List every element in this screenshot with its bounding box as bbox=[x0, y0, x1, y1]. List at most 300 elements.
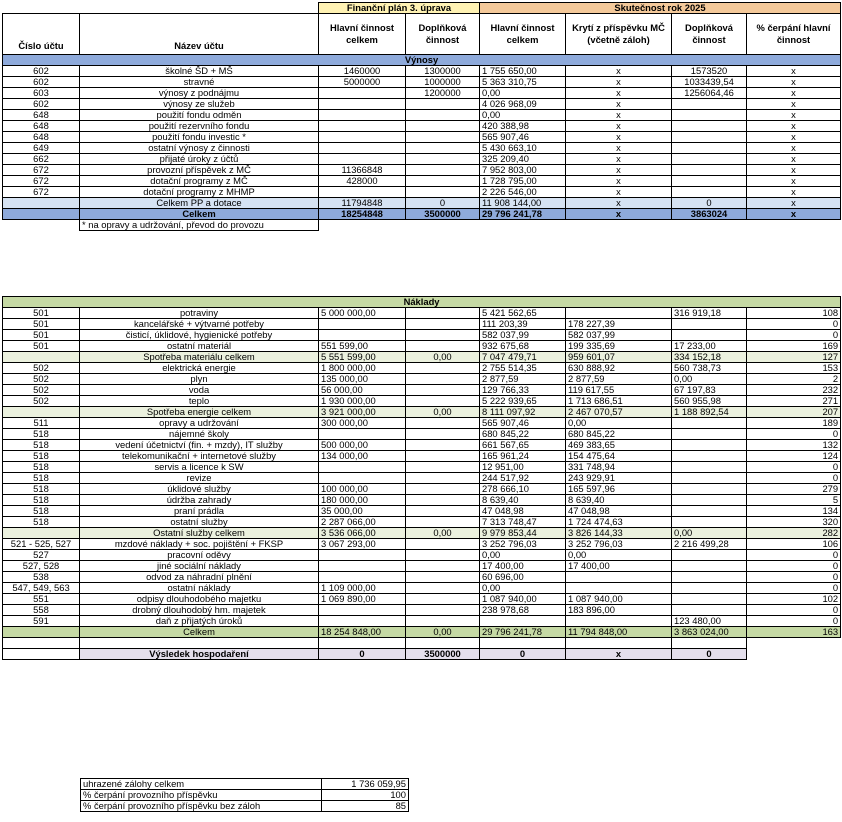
summary-value: 1 736 059,95 bbox=[322, 779, 409, 790]
cost-row bbox=[3, 484, 841, 495]
pct-value: 0 bbox=[747, 616, 841, 627]
actual-side-value bbox=[672, 99, 747, 110]
actual-main-value: 60 696,00 bbox=[480, 572, 566, 583]
pct-value: x bbox=[747, 132, 841, 143]
account-name: ostatní materiál bbox=[80, 341, 319, 352]
account-name: servis a licence k SW bbox=[80, 462, 319, 473]
actual-side-value bbox=[672, 605, 747, 616]
cost-table bbox=[2, 296, 841, 660]
account-number bbox=[3, 407, 80, 418]
cost-row bbox=[3, 308, 841, 319]
actual-cover-value: 1 713 686,51 bbox=[566, 396, 672, 407]
plan-side-value bbox=[406, 583, 480, 594]
plan-side-value bbox=[406, 99, 480, 110]
actual-main-value: 7 952 803,00 bbox=[480, 165, 566, 176]
pct-value: x bbox=[747, 176, 841, 187]
account-name: výnosy ze služeb bbox=[80, 99, 319, 110]
plan-main-value: 1 069 890,00 bbox=[319, 594, 406, 605]
cost-row bbox=[3, 396, 841, 407]
plan-main-value: 1 930 000,00 bbox=[319, 396, 406, 407]
revenue-row bbox=[3, 99, 841, 110]
actual-main-value: 5 421 562,65 bbox=[480, 308, 566, 319]
pct-value: x bbox=[747, 77, 841, 88]
cost-row bbox=[3, 451, 841, 462]
account-number: 602 bbox=[3, 99, 80, 110]
cost-total-row bbox=[3, 627, 841, 638]
account-number: 672 bbox=[3, 187, 80, 198]
actual-cover-value: 1 724 474,63 bbox=[566, 517, 672, 528]
plan-side-value: 0,00 bbox=[406, 528, 480, 539]
plan-main-value: 18 254 848,00 bbox=[319, 627, 406, 638]
plan-main-value: 56 000,00 bbox=[319, 385, 406, 396]
actual-main-value: 1 087 940,00 bbox=[480, 594, 566, 605]
actual-cover-value: 1 087 940,00 bbox=[566, 594, 672, 605]
account-name: Spotřeba energie celkem bbox=[80, 407, 319, 418]
col-act-main-header: Hlavní činnost celkem bbox=[480, 14, 566, 55]
plan-side-value bbox=[406, 143, 480, 154]
summary-label: % čerpání provozního příspěvku bez záloh bbox=[81, 801, 322, 812]
account-name: školné ŠD + MŠ bbox=[80, 66, 319, 77]
actual-cover-value: x bbox=[566, 88, 672, 99]
actual-cover-value: 2 877,59 bbox=[566, 374, 672, 385]
plan-main-value: 1 800 000,00 bbox=[319, 363, 406, 374]
actual-main-value: 325 209,40 bbox=[480, 154, 566, 165]
actual-cover-value bbox=[566, 572, 672, 583]
cost-row bbox=[3, 341, 841, 352]
actual-cover-value: 154 475,64 bbox=[566, 451, 672, 462]
actual-side-value: 2 216 499,28 bbox=[672, 539, 747, 550]
account-number: 518 bbox=[3, 506, 80, 517]
actual-side-value bbox=[672, 462, 747, 473]
actual-side-value bbox=[672, 517, 747, 528]
actual-main-value: 165 961,24 bbox=[480, 451, 566, 462]
subtotal-pct: x bbox=[747, 198, 841, 209]
plan-main-value bbox=[319, 473, 406, 484]
pct-value: x bbox=[747, 143, 841, 154]
cost-subtotal-row bbox=[3, 407, 841, 418]
account-name: dotační programy z MČ bbox=[80, 176, 319, 187]
plan-main-value bbox=[319, 143, 406, 154]
revenue-row bbox=[3, 77, 841, 88]
account-name: ostatní výnosy z činnosti bbox=[80, 143, 319, 154]
actual-cover-value: 178 227,39 bbox=[566, 319, 672, 330]
actual-cover-value: 119 617,55 bbox=[566, 385, 672, 396]
actual-main-value: 129 766,33 bbox=[480, 385, 566, 396]
actual-side-value bbox=[672, 506, 747, 517]
pct-value: 0 bbox=[747, 605, 841, 616]
revenue-section-title: Výnosy bbox=[3, 55, 841, 66]
cost-row bbox=[3, 550, 841, 561]
account-number: 511 bbox=[3, 418, 80, 429]
result-act-cover: x bbox=[566, 649, 672, 660]
plan-side-value: 1200000 bbox=[406, 88, 480, 99]
pct-value: 108 bbox=[747, 308, 841, 319]
plan-side-value bbox=[406, 594, 480, 605]
account-number: 518 bbox=[3, 484, 80, 495]
actual-side-value bbox=[672, 418, 747, 429]
result-act-main: 0 bbox=[480, 649, 566, 660]
plan-main-value: 3 921 000,00 bbox=[319, 407, 406, 418]
actual-cover-value: x bbox=[566, 154, 672, 165]
actual-cover-value: x bbox=[566, 66, 672, 77]
plan-main-value bbox=[319, 154, 406, 165]
actual-main-value: 111 203,39 bbox=[480, 319, 566, 330]
account-number: 521 - 525, 527 bbox=[3, 539, 80, 550]
actual-main-value bbox=[480, 616, 566, 627]
revenue-row bbox=[3, 88, 841, 99]
actual-main-value: 680 845,22 bbox=[480, 429, 566, 440]
actual-side-value: 1033439,54 bbox=[672, 77, 747, 88]
actual-side-value: 560 955,98 bbox=[672, 396, 747, 407]
pct-value: 132 bbox=[747, 440, 841, 451]
revenue-row bbox=[3, 110, 841, 121]
actual-cover-value: 2 467 070,57 bbox=[566, 407, 672, 418]
actual-cover-value: x bbox=[566, 143, 672, 154]
account-number: 518 bbox=[3, 517, 80, 528]
actual-side-value bbox=[672, 495, 747, 506]
actual-main-value: 1 755 650,00 bbox=[480, 66, 566, 77]
actual-main-value: 565 907,46 bbox=[480, 132, 566, 143]
summary-value: 85 bbox=[322, 801, 409, 812]
account-number bbox=[3, 528, 80, 539]
revenue-row bbox=[3, 121, 841, 132]
plan-side-value bbox=[406, 154, 480, 165]
actual-side-value: 17 233,00 bbox=[672, 341, 747, 352]
plan-side-value bbox=[406, 363, 480, 374]
plan-main-value: 135 000,00 bbox=[319, 374, 406, 385]
plan-main-value: 2 287 066,00 bbox=[319, 517, 406, 528]
account-number: 672 bbox=[3, 176, 80, 187]
account-number: 662 bbox=[3, 154, 80, 165]
actual-side-value bbox=[672, 473, 747, 484]
total-label: Celkem bbox=[80, 209, 319, 220]
pct-value: 0 bbox=[747, 330, 841, 341]
actual-main-value: 2 755 514,35 bbox=[480, 363, 566, 374]
cost-row bbox=[3, 572, 841, 583]
cost-section-title: Náklady bbox=[3, 297, 841, 308]
account-name: opravy a udržování bbox=[80, 418, 319, 429]
revenue-rows bbox=[3, 66, 841, 198]
cost-row bbox=[3, 616, 841, 627]
cost-row bbox=[3, 594, 841, 605]
pct-value: 169 bbox=[747, 341, 841, 352]
actual-cover-value: 3 252 796,03 bbox=[566, 539, 672, 550]
cost-row bbox=[3, 583, 841, 594]
actual-cover-value: x bbox=[566, 165, 672, 176]
summary-label: uhrazené zálohy celkem bbox=[81, 779, 322, 790]
actual-cover-value: 199 335,69 bbox=[566, 341, 672, 352]
plan-side-value bbox=[406, 396, 480, 407]
plan-side-value bbox=[406, 572, 480, 583]
account-number: 518 bbox=[3, 462, 80, 473]
account-name: stravné bbox=[80, 77, 319, 88]
account-name: telekomunikační + internetové služby bbox=[80, 451, 319, 462]
plan-side-value bbox=[406, 330, 480, 341]
pct-value: x bbox=[747, 165, 841, 176]
plan-side-value bbox=[406, 517, 480, 528]
pct-value: 0 bbox=[747, 319, 841, 330]
plan-side-value bbox=[406, 176, 480, 187]
account-number: 672 bbox=[3, 165, 80, 176]
account-name: potraviny bbox=[80, 308, 319, 319]
actual-main-value: 661 567,65 bbox=[480, 440, 566, 451]
cost-row bbox=[3, 539, 841, 550]
cost-row bbox=[3, 517, 841, 528]
revenue-row bbox=[3, 143, 841, 154]
actual-side-value: 560 738,73 bbox=[672, 363, 747, 374]
account-name: vedení účetnictví (fin. + mzdy), IT služby bbox=[80, 440, 319, 451]
plan-side-value bbox=[406, 539, 480, 550]
actual-main-value: 244 517,92 bbox=[480, 473, 566, 484]
plan-side-value bbox=[406, 418, 480, 429]
summary-row bbox=[81, 779, 409, 790]
result-account-cell bbox=[3, 649, 80, 660]
plan-main-value: 500 000,00 bbox=[319, 440, 406, 451]
account-name: Spotřeba materiálu celkem bbox=[80, 352, 319, 363]
subtotal-account-cell bbox=[3, 198, 80, 209]
actual-cover-value: 331 748,94 bbox=[566, 462, 672, 473]
revenue-subtotal-row bbox=[3, 198, 841, 209]
account-name: ostatní služby bbox=[80, 517, 319, 528]
cost-row bbox=[3, 473, 841, 484]
account-name: Ostatní služby celkem bbox=[80, 528, 319, 539]
revenue-row bbox=[3, 187, 841, 198]
plan-side-value bbox=[406, 473, 480, 484]
plan-main-value: 5000000 bbox=[319, 77, 406, 88]
cost-row bbox=[3, 330, 841, 341]
plan-side-value: 0,00 bbox=[406, 352, 480, 363]
plan-side-value: 1300000 bbox=[406, 66, 480, 77]
plan-main-value bbox=[319, 121, 406, 132]
actual-side-value bbox=[672, 176, 747, 187]
account-name: kancelářské + výtvarné potřeby bbox=[80, 319, 319, 330]
cost-row bbox=[3, 561, 841, 572]
account-name: odvod za náhradní plnění bbox=[80, 572, 319, 583]
pct-value: 106 bbox=[747, 539, 841, 550]
plan-main-value bbox=[319, 561, 406, 572]
actual-main-value: 0,00 bbox=[480, 110, 566, 121]
plan-main-value: 300 000,00 bbox=[319, 418, 406, 429]
actual-main-value: 2 226 546,00 bbox=[480, 187, 566, 198]
plan-side-value bbox=[406, 506, 480, 517]
plan-main-value: 1 109 000,00 bbox=[319, 583, 406, 594]
subtotal-act-cover: x bbox=[566, 198, 672, 209]
actual-side-value: 67 197,83 bbox=[672, 385, 747, 396]
account-number: 602 bbox=[3, 77, 80, 88]
subtotal-plan-main: 11794848 bbox=[319, 198, 406, 209]
pct-value: x bbox=[747, 88, 841, 99]
actual-main-value: 1 728 795,00 bbox=[480, 176, 566, 187]
account-number: 502 bbox=[3, 396, 80, 407]
subtotal-plan-side: 0 bbox=[406, 198, 480, 209]
account-number: 648 bbox=[3, 121, 80, 132]
actual-main-value: 8 639,40 bbox=[480, 495, 566, 506]
cost-row bbox=[3, 385, 841, 396]
account-name: nájemné školy bbox=[80, 429, 319, 440]
actual-main-value: 238 978,68 bbox=[480, 605, 566, 616]
actual-cover-value: 165 597,96 bbox=[566, 484, 672, 495]
plan-side-value bbox=[406, 429, 480, 440]
plan-main-value bbox=[319, 616, 406, 627]
plan-side-value bbox=[406, 308, 480, 319]
pct-value: 279 bbox=[747, 484, 841, 495]
col-act-side-header: Doplňková činnost bbox=[672, 14, 747, 55]
account-name: údržba zahrady bbox=[80, 495, 319, 506]
plan-main-value: 5 551 599,00 bbox=[319, 352, 406, 363]
actual-cover-value: x bbox=[566, 132, 672, 143]
pct-value: 5 bbox=[747, 495, 841, 506]
account-number: 547, 549, 563 bbox=[3, 583, 80, 594]
actual-cover-value: 0,00 bbox=[566, 418, 672, 429]
account-number: 518 bbox=[3, 473, 80, 484]
result-plan-side: 3500000 bbox=[406, 649, 480, 660]
actual-main-value: 4 026 968,09 bbox=[480, 99, 566, 110]
cost-row bbox=[3, 363, 841, 374]
actual-main-value: 17 400,00 bbox=[480, 561, 566, 572]
account-number bbox=[3, 627, 80, 638]
cost-subtotal-row bbox=[3, 352, 841, 363]
actual-cover-value: 47 048,98 bbox=[566, 506, 672, 517]
actual-cover-value: 469 383,65 bbox=[566, 440, 672, 451]
cost-row bbox=[3, 506, 841, 517]
plan-main-value: 3 536 066,00 bbox=[319, 528, 406, 539]
plan-main-value: 11366848 bbox=[319, 165, 406, 176]
actual-side-value: 0,00 bbox=[672, 528, 747, 539]
actual-main-value: 5 363 310,75 bbox=[480, 77, 566, 88]
account-name: použití fondu investic * bbox=[80, 132, 319, 143]
actual-main-value: 0,00 bbox=[480, 88, 566, 99]
pct-value: 0 bbox=[747, 550, 841, 561]
plan-side-value bbox=[406, 121, 480, 132]
pct-value: x bbox=[747, 154, 841, 165]
actual-side-value bbox=[672, 187, 747, 198]
plan-main-value: 1460000 bbox=[319, 66, 406, 77]
plan-side-value bbox=[406, 374, 480, 385]
total-plan-side: 3500000 bbox=[406, 209, 480, 220]
plan-main-value bbox=[319, 330, 406, 341]
actual-main-value: 0,00 bbox=[480, 550, 566, 561]
total-act-main: 29 796 241,78 bbox=[480, 209, 566, 220]
actual-side-value: 123 480,00 bbox=[672, 616, 747, 627]
revenue-total-row bbox=[3, 209, 841, 220]
plan-side-value bbox=[406, 484, 480, 495]
account-name: elektrická energie bbox=[80, 363, 319, 374]
pct-value: 0 bbox=[747, 561, 841, 572]
plan-side-value bbox=[406, 110, 480, 121]
plan-main-value bbox=[319, 572, 406, 583]
actual-side-value: 3 863 024,00 bbox=[672, 627, 747, 638]
actual-main-value: 12 951,00 bbox=[480, 462, 566, 473]
result-act-side: 0 bbox=[672, 649, 747, 660]
actual-side-value bbox=[672, 429, 747, 440]
plan-side-value bbox=[406, 440, 480, 451]
plan-main-value: 134 000,00 bbox=[319, 451, 406, 462]
cost-row bbox=[3, 462, 841, 473]
account-number: 603 bbox=[3, 88, 80, 99]
pct-value: 0 bbox=[747, 429, 841, 440]
cost-row bbox=[3, 319, 841, 330]
account-name: mzdové náklady + soc. pojištění + FKSP bbox=[80, 539, 319, 550]
subtotal-act-main: 11 908 144,00 bbox=[480, 198, 566, 209]
plan-main-value bbox=[319, 605, 406, 616]
pct-value: 189 bbox=[747, 418, 841, 429]
summary-label: % čerpání provozního příspěvku bbox=[81, 790, 322, 801]
pct-value: 163 bbox=[747, 627, 841, 638]
result-row bbox=[3, 649, 841, 660]
actual-side-value: 0,00 bbox=[672, 374, 747, 385]
plan-main-value: 100 000,00 bbox=[319, 484, 406, 495]
pct-value: 0 bbox=[747, 583, 841, 594]
actual-cover-value bbox=[566, 583, 672, 594]
plan-side-value bbox=[406, 165, 480, 176]
actual-cover-value: 8 639,40 bbox=[566, 495, 672, 506]
cost-row bbox=[3, 605, 841, 616]
account-number: 602 bbox=[3, 66, 80, 77]
total-act-side: 3863024 bbox=[672, 209, 747, 220]
account-number: 527, 528 bbox=[3, 561, 80, 572]
account-number: 502 bbox=[3, 363, 80, 374]
pct-value: 127 bbox=[747, 352, 841, 363]
account-name: revize bbox=[80, 473, 319, 484]
actual-group-header: Skutečnost rok 2025 bbox=[480, 3, 841, 14]
actual-cover-value: 243 929,91 bbox=[566, 473, 672, 484]
account-name: výnosy z podnájmu bbox=[80, 88, 319, 99]
plan-main-value bbox=[319, 99, 406, 110]
pct-value: 2 bbox=[747, 374, 841, 385]
account-number: 558 bbox=[3, 605, 80, 616]
plan-side-value bbox=[406, 341, 480, 352]
plan-side-value bbox=[406, 495, 480, 506]
plan-group-header: Finanční plán 3. úprava bbox=[319, 3, 480, 14]
actual-main-value: 7 047 479,71 bbox=[480, 352, 566, 363]
pct-value: 207 bbox=[747, 407, 841, 418]
pct-value: 271 bbox=[747, 396, 841, 407]
actual-side-value bbox=[672, 319, 747, 330]
col-plan-side-header: Doplňková činnost bbox=[406, 14, 480, 55]
actual-main-value: 2 877,59 bbox=[480, 374, 566, 385]
cost-row bbox=[3, 429, 841, 440]
cost-row bbox=[3, 495, 841, 506]
plan-main-value: 3 067 293,00 bbox=[319, 539, 406, 550]
col-account-header: Číslo účtu bbox=[3, 14, 80, 55]
account-number: 501 bbox=[3, 319, 80, 330]
account-number: 538 bbox=[3, 572, 80, 583]
actual-side-value bbox=[672, 143, 747, 154]
pct-value: 124 bbox=[747, 451, 841, 462]
account-number: 501 bbox=[3, 341, 80, 352]
col-act-cover-header: Krytí z příspěvku MČ (včetně záloh) bbox=[566, 14, 672, 55]
actual-cover-value bbox=[566, 616, 672, 627]
account-number: 502 bbox=[3, 374, 80, 385]
account-number bbox=[3, 352, 80, 363]
account-number: 591 bbox=[3, 616, 80, 627]
plan-main-value: 35 000,00 bbox=[319, 506, 406, 517]
actual-main-value: 420 388,98 bbox=[480, 121, 566, 132]
account-number: 518 bbox=[3, 451, 80, 462]
summary-table bbox=[80, 778, 409, 812]
account-name: drobný dlouhodobý hm. majetek bbox=[80, 605, 319, 616]
plan-side-value bbox=[406, 605, 480, 616]
pct-value: x bbox=[747, 121, 841, 132]
actual-cover-value: 3 826 144,33 bbox=[566, 528, 672, 539]
actual-main-value: 29 796 241,78 bbox=[480, 627, 566, 638]
actual-main-value: 582 037,99 bbox=[480, 330, 566, 341]
actual-cover-value: 959 601,07 bbox=[566, 352, 672, 363]
actual-side-value: 1256064,46 bbox=[672, 88, 747, 99]
revenue-row bbox=[3, 132, 841, 143]
pct-value: 0 bbox=[747, 572, 841, 583]
plan-side-value bbox=[406, 550, 480, 561]
